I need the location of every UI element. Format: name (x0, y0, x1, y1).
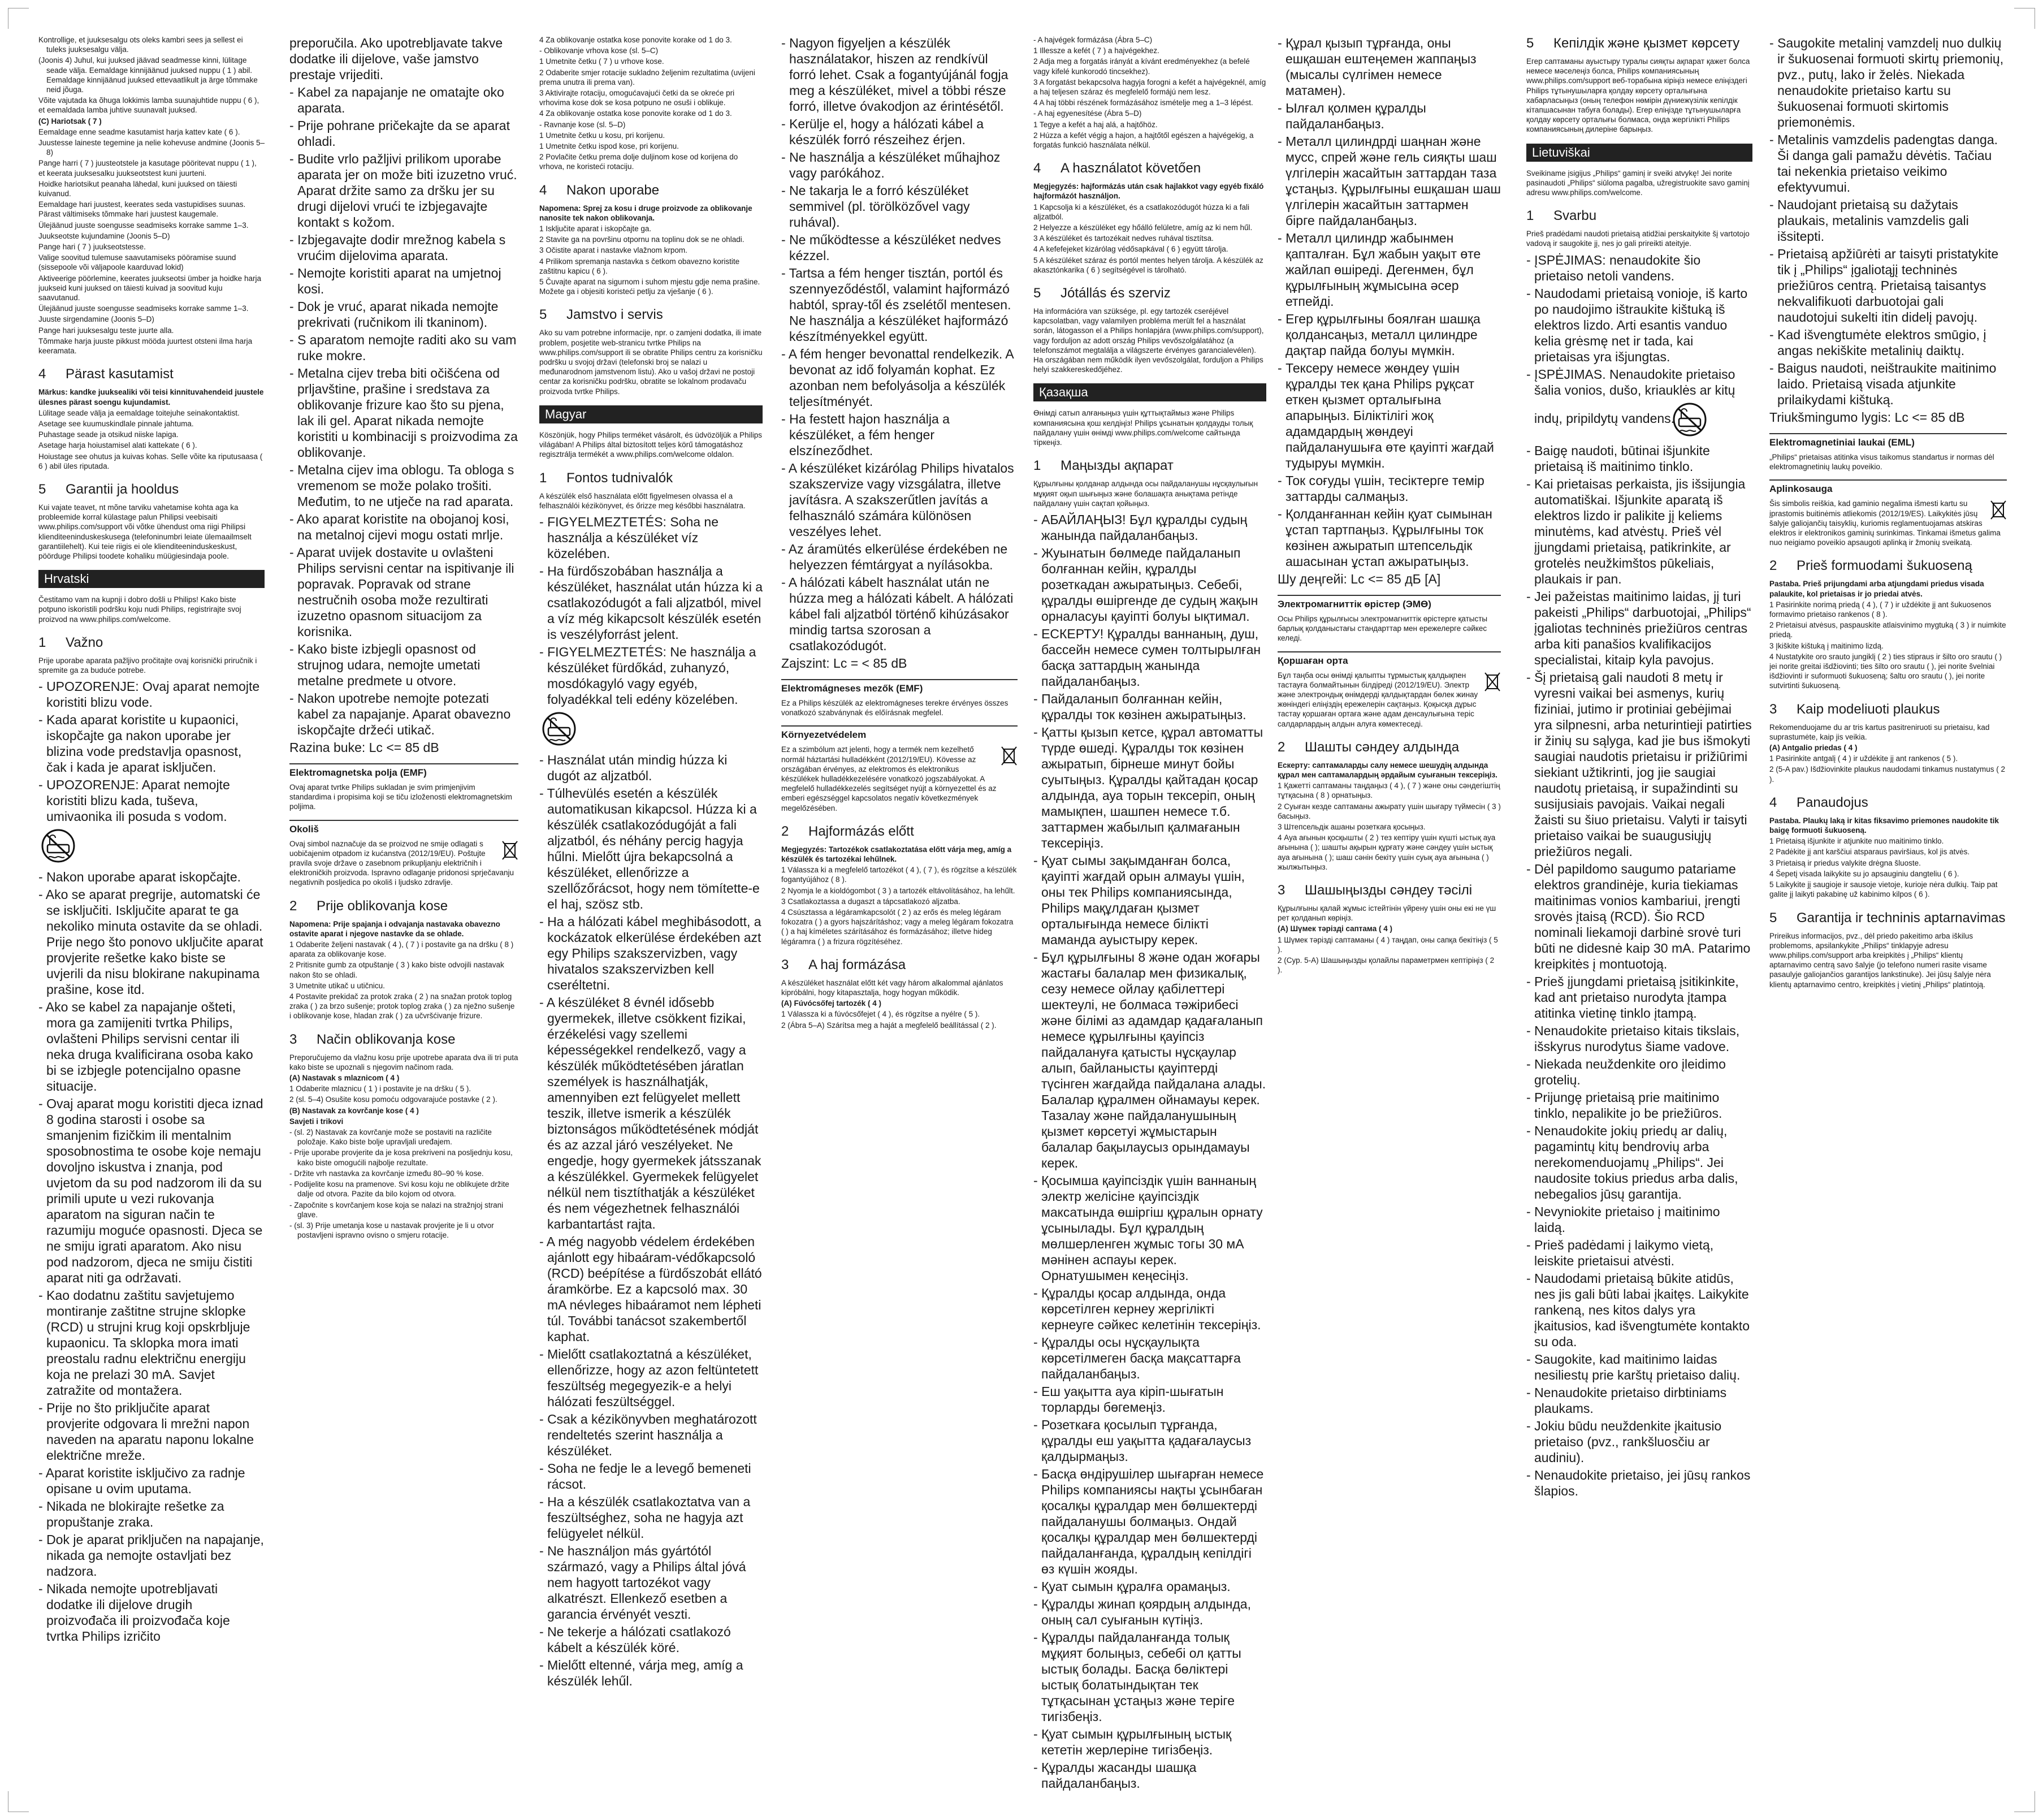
list-item: 4 Nustatykite oro srauto jungiklį ( 2 ) ties stipraus ir šilto oro srautu ( ) jei norite greitai išdžiovinti; ties šilto oro srautu ( ), jei norite švelniai išdžiovinti ir suformuoti šukuoseną; šaltu oro srautu ( ), jei norite sutvirtinti šukuoseną. (1769, 652, 2002, 690)
list-item: 2 (Сур. 5-А) Шашыңызды қолайлы параметрмен кептіріңіз ( 2 ). (1278, 956, 1495, 975)
paragraph: Prieš pradėdami naudoti prietaisą atidžiai perskaitykite šį vartotojo vadovą ir saugokite jį, nes jo gali prireikti ateityje. (1526, 230, 1750, 248)
list-item: 1 Válassza ki a megfelelő tartozékot ( 4 ), ( 7 ), és rögzítse a készülék fogantyújához ( 8 ). (781, 866, 1017, 884)
column-4 (781, 35, 1018, 1799)
list-item: 4 Csúsztassa a légáramkapcsolót ( 2 ) az erős és meleg légáram fokozatra ( ) a gyors hajszárításhoz; vagy a meleg légáram fokozatra ( ) a haj kíméletes szárításához és formázásához; illetve hideg légáramra ( ) a frizura rögzítéséhez. (781, 908, 1014, 946)
list-item: 1 Prietaisą išjunkite ir atjunkite nuo maitinimo tinklo. (1769, 837, 1944, 846)
list-item: Hoidke hariotsikut peanaha lähedal, kuni juuksed on täiesti kuivanud. (38, 179, 237, 198)
section-heading: 1 Fontos tudnivalók (539, 470, 673, 486)
list-item: - Baigus naudoti, neištraukite maitinimo laido. Prietaisą visada atjunkite prilaikydami kištuką. (1769, 361, 1997, 407)
list-item: - Құралды жасанды шашқа пайдаланбаңыз. (1033, 1760, 1197, 1791)
list-item: 3 A készüléket és tartozékait nedves ruhával tisztítsa. (1033, 234, 1214, 243)
list-item: 2 Helyezze a készüléket egy hőálló felületre, amíg az ki nem hűl. (1033, 223, 1253, 232)
list-item: - Nikada ne blokirajte rešetke za propuštanje zraka. (38, 1499, 224, 1530)
list-item: preporučila. Ako upotrebljavate takve dodatke ili dijelove, vaše jamstvo prestaje vrijediti. (289, 36, 503, 82)
list-item: Juuste sirgendamine (Joonis 5–D) (38, 315, 154, 324)
list-item: Kontrollige, et juuksesalgu ots oleks kambri sees ja sellest ei tuleks juuksesalgu välja. (38, 36, 243, 54)
list-item: - АБАЙЛАҢЫЗ! Бұл құралды судың жанында пайдаланбаңыз. (1033, 512, 1248, 543)
list-item: 4 Šepetį visada laikykite su jo apsauginiu dangteliu ( 6 ). (1769, 869, 1959, 878)
list-item: - A hajvégek formázása (Ábra 5–C) (1033, 36, 1153, 44)
list-item: 1 Isključite aparat i iskopčajte ga. (539, 224, 652, 234)
paragraph: Kui vajate teavet, nt mõne tarviku vahetamise kohta aga ka probleemide korral külastage palun Philipsi veebisaiti www.philips.com/support või võtke ühendust oma riigi Philipsi klienditeeninduskeskusega (telefoninumbri leiate ülemaailmselt garantiilehelt). Kui teie riigis ei ole klienditeeninduskeskust, pöörduge Philipsi toodete kohaliku müügiesindaja poole. (38, 503, 252, 560)
paragraph: A készüléket használat előtt két vagy három alkalommal ajánlatos kipróbálni, hogy kitapasztalja, hogy hogyan működik. (781, 978, 1003, 997)
list-item: 5 A készüléket száraz és portól mentes helyen tárolja. A készülék az akasztónkarika ( 6 ) segítségével is tárolható. (1033, 256, 1263, 274)
list-item: Puhastage seade ja otsikud niiske lapiga. (38, 430, 179, 439)
list-item: - Қуат сымын құрылғының ыстық кететін жерлеріне тигізбеңіз. (1033, 1726, 1232, 1757)
list-item: 2 Povlačite četku prema dolje duljinom kose od korijena do vrhova, ne koristeći rotaciju. (539, 153, 738, 171)
list-item: - Metalna cijev ima oblogu. Ta obloga s vremenom se može polako trošiti. Međutim, to ne utječe na rad aparata. (289, 462, 514, 509)
column-7 (1526, 35, 1752, 1799)
safety-list (289, 35, 518, 755)
paragraph: A készülék első használata előtt figyelmesen olvassa el a felhasználói kézikönyvet, és őrizze meg későbbi használatra. (539, 491, 746, 510)
subsection-title: Savjeti i trikovi (289, 1117, 344, 1126)
list-item: - Jei pažeistas maitinimo laidas, jį turi pakeisti „Philips“ darbuotojai, „Philips“ įgaliotas techninės priežiūros centras arba kiti panašios kvalifikacijos specialistai, kitaip kyla pavojus. (1526, 589, 1751, 667)
list-item: - A készüléket kizárólag Philips hivatalos szakszervize vagy vizsgálatra, illetve javításra. A szakszerűtlen javítás a felhasználó számára különösen veszélyes lehet. (781, 461, 1014, 539)
list-item: - Nenaudokite prietaiso kitais tikslais, išskyrus nurodytus šiame vadove. (1526, 1023, 1740, 1054)
list-item: - Ako se aparat pregrije, automatski će se isključiti. Isključite aparat te ga nekoliko minuta ostavite da se ohladi. Prije nego što ponovo uključite aparat provjerite rešetke kako biste se uvjerili da nisu blokirane nakupinama prašine, kose itd. (38, 887, 263, 997)
column-8 (1769, 35, 2007, 1799)
paragraph: Šis simbolis reiškia, kad gaminio negalima išmesti kartu su įprastomis buitinėmis atliekomis (2012/19/ES). Laikykitės jūsų šalyje galiojančių taisyklių, kuriomis reglamentuojamas atskiras elektros ir elektronikos gaminių surinkimas. Tinkamai išmetus galima nuo neigiamo poveikio apsaugoti aplinką ir žmonių sveikatą. (1769, 499, 2007, 547)
list-item: - Басқа өндірушілер шығарған немесе Philips компаниясы нақты ұсынбаған қосалқы құралдар мен бөлшектерді пайдаланушы болмаңыз. Ондай қосалқы құралдар мен бөлшектерді пайдаланғанда, құралдың кепілдігі өз күшін жояды. (1033, 1466, 1264, 1576)
list-item: 3 Prietaisą ir priedus valykite drėgna šluoste. (1769, 858, 1921, 867)
list-item: - Nevyniokite prietaiso į maitinimo laidą. (1526, 1204, 1720, 1235)
list-item: - Жуынатын бөлмеде пайдаланып болғаннан кейін, құралды розеткадан ажыратыңыз. Себебі, құралды өшіргенде де судың жақын орналасуы қауіпті болуы ықтимал. (1033, 545, 1258, 624)
list-item: 4 A kefefejeket kizárólag védősapkával ( 6 ) együtt tárolja. (1033, 245, 1228, 254)
list-item: 4 Postavite prekidač za protok zraka ( 2 ) na snažan protok toplog zraka ( ) za brzo sušenje; protok toplog zraka ( ) za nježno sušenje i oblikovanje kose, hladan zrak ( ) za učvršćivanje frizure. (289, 992, 515, 1021)
section-heading: 5 Garantii ja hooldus (38, 481, 179, 497)
section-heading: 1 Važno (38, 634, 103, 650)
subsection-title: (B) Nastavak za kovrčanje kose ( 4 ) (289, 1106, 419, 1115)
section-heading: 3 A haj formázása (781, 957, 906, 972)
list-item: - Podijelite kosu na pramenove. Svi kosu koju ne oblikujete držite dalje od otvora. Pazite da bilo kojom od otvora. (289, 1180, 509, 1199)
list-item: Võite vajutada ka õhuga lokkimis lamba suunajuhtide nuppu ( 6 ), et eemaldada lamba juhtive suunavalt juuksed. (38, 96, 259, 115)
list-item: 3 Csatlakoztassa a dugaszt a tápcsatlakozó aljzatba. (781, 897, 960, 906)
list-item: - Құрал қызып тұрғанда, оны ешқашан ештеңемен жаппаңыз (мысалы сүлгімен немесе матамен). (1278, 36, 1477, 98)
list-item: - Csak a kézikönyvben meghatározott rendeltetés szerint használja a készüléket. (539, 1411, 757, 1458)
list-item: - Šį prietaisą gali naudoti 8 metų ir vyresni vaikai bei asmenys, kurių fiziniai, jutimo ir protiniai gebėjimai yra silpnesni, arba neturintieji patirties ir žinių su sąlyga, kad jie bus išmokyti saugiai naudotis prietaisu ir prižiūrimi siekiant užtikrinti, jog jie saugiai naudotų prietaisą, ir supažindinti su susijusiais pavojais. Vaikai negali žaisti su šiuo prietaisu. Valyti ir taisyti prietaiso vaikai be suaugusiųjų priežiūros negali. (1526, 669, 1752, 859)
subsection-title: Elektromágneses mezők (EMF) (781, 679, 1018, 695)
list-item: - Қатты қызып кетсе, құрал автоматты түрде өшеді. Құралды ток көзінен ажыратып, бірнеше минут бойы суытыңыз. Құралды қайтадан қосар алдында, ауа торын тексеріп, оның мамықпен, шашпен немесе т.б. заттармен жабылып қалмағанын тексеріңіз. (1033, 724, 1263, 850)
paragraph: Rekomenduojame du ar tris kartus pasitreniruoti su prietaisu, kad suprastumėte, kaip jis veikia. (1769, 723, 1990, 741)
list-item: 2 (5-A pav.) Išdžiovinkite plaukus naudodami tinkamus nustatymus ( 2 ). (1769, 765, 2005, 784)
list-item: 2 Adja meg a forgatás irányát a kívánt eredményekhez (a befelé vagy kifelé kunkorodó tincsekhez). (1033, 57, 1250, 76)
paragraph: Preporučujemo da vlažnu kosu prije upotrebe aparata dva ili tri puta kako biste se upoznali s njegovim načinom rada. (289, 1053, 518, 1071)
paragraph: Құрылғыны қалай жұмыс істейтінін үйрену үшін оны екі не үш рет қолданып көріңіз. (1278, 904, 1496, 923)
column-2 (289, 35, 518, 1799)
list-item: - Aparat uvijek dostavite u ovlašteni Philips servisni centar na ispitivanje ili popravak. Popravak od strane nestručnih osoba može rezultirati izuzetno opasnom situacijom za korisnika. (289, 545, 514, 639)
list-item: 2 Stavite ga na površinu otpornu na toplinu dok se ne ohladi. (539, 235, 745, 244)
crop-mark-top-right (2014, 8, 2035, 29)
list-item: - Ne takarja le a forró készüléket semmivel (pl. törölközővel vagy ruhával). (781, 183, 970, 230)
list-item: 4 Ауа ағынын қосқышты ( 2 ) тез кептіру үшін күшті ыстық ауа ағынына ( ); шашты ақырын құрғату және сәндеу үшін ыстық ауа ағынына ( ); шаш сәнін бекіту үшін суық ауа ағынына ( ) жылжытыңыз. (1278, 833, 1496, 871)
intro-paragraph: Sveikiname įsigijus „Philips“ gaminį ir sveiki atvykę! Jei norite pasinaudoti „Philips“ siūloma pagalba, užregistruokite savo gaminį adresu www.philips.com/welcome. (1526, 168, 1750, 197)
safety-list (1769, 35, 2007, 425)
list-item: 4 Za oblikovanje ostatka kose ponovite korake od 1 do 3. (539, 36, 732, 44)
list-item: - Металл цилиндрді шаңнан және мусс, спрей және гель сияқты шаш үлгілерін жасайтын заттардан таза ұстаңыз. Құрылғыны ешқашан шаш үлгілерін жасайтын заттармен бірге пайдаланбаңыз. (1278, 134, 1501, 228)
language-bar: Magyar (539, 405, 763, 423)
list-item: 2 Суыған кезде саптаманы ажырату үшін шығару түймесін ( 3 ) басыңыз. (1278, 802, 1501, 820)
paragraph: Ha információra van szüksége, pl. egy tartozék cseréjével kapcsolatban, vagy valamilyen probléma merült fel a használat során, látogasson el a Philips honlapjára (www.philips.com/support), vagy forduljon az adott ország Philips vevőszolgálatához (a telefonszámot megtalálja a világszerte érvényes garancialevélen). Ha országában nem működik ilyen vevőszolgálat, forduljon a Philips helyi szakkereskedőjéhez. (1033, 307, 1264, 374)
list-item: 1 Illessze a kefét ( 7 ) a hajvégekhez. (1033, 46, 1159, 55)
list-item: - Kabel za napajanje ne omatajte oko aparata. (289, 85, 504, 115)
subsection-title: Қоршаған орта (1278, 651, 1501, 667)
list-item: - Držite vrh nastavka za kovrčanje između 80–90 % kose. (289, 1169, 484, 1178)
list-item: - Ne használjon más gyártótól származó, vagy a Philips által jóvá nem hagyott tartozékot vagy alkatrészt. Ellenkező esetben a garancia érvényét veszti. (539, 1543, 746, 1622)
section-heading: 1 Маңызды ақпарат (1033, 458, 1174, 474)
list-item: - UPOZORENJE: Aparat nemojte koristiti blizu kada, tuševa, umivaonika ili posuda s vodom. (38, 777, 265, 867)
list-item: - Ha festett hajon használja a készüléket, a fém henger elszíneződhet. (781, 412, 950, 458)
list-item: - Ha fürdőszobában használja a készüléket, használat után húzza ki a csatlakozódugót a fali aljzatból, mivel a víz még kikapcsolt készülék esetén is veszélyforrást jelent. (539, 563, 763, 642)
list-item: 3 Aktivirajte rotaciju, omogućavajući četki da se okreće pri vrhovima kose dok se kosa potpuno ne osuši i oblikuje. (539, 89, 735, 107)
list-item: - Kada aparat koristite u kupaonici, iskopčajte ga nakon uporabe jer blizina vode predstavlja opasnost, čak i kada je aparat isključen. (38, 712, 242, 775)
no-bath-icon (46, 828, 86, 864)
list-item: 1 Шүмек тәрізді саптаманы ( 4 ) таңдап, оны сапқа бекітіңіз ( 5 ). (1278, 935, 1498, 954)
list-item: Ülejäänud juuste soengusse seadmiseks korrake samme 1–3. (38, 304, 249, 313)
list-item: - Құралды жинап қоярдың алдында, оның сал суығанын күтіңіз. (1033, 1596, 1251, 1627)
section-heading: 4 Nakon uporabe (539, 182, 660, 198)
list-item: - Baigę naudoti, būtinai išjunkite prietaisą iš maitinimo tinklo. (1526, 443, 1710, 474)
subsection-title: (A) Nastavak s mlaznicom ( 4 ) (289, 1074, 400, 1083)
list-item: Tõmmake harja juuste pikkust mööda juurtest otsteni ilma harja keeramata. (38, 336, 253, 356)
note: Napomena: Prije spajanja i odvajanja nastavaka obavezno ostavite aparat i njegove nastavke da se ohlade. (289, 919, 500, 938)
list-item: - Prije pohrane pričekajte da se aparat ohladi. (289, 118, 510, 149)
paragraph: Осы Philips құрылғысы электромагниттік өрістерге қатысты барлық қолданыстағы стандарттар мен ережелерге сәйкес келеді. (1278, 615, 1488, 643)
list-item: - Nenaudokite jokių priedų ar dalių, pagamintų kitų bendrovių arba nerekomenduojamų „Philips“. Jei naudosite tokius priedus arba dalis, nebegalios jūsų garantija. (1526, 1123, 1738, 1201)
list-item: - Metalinis vamzdelis padengtas danga. Ši danga gali pamažu dėvėtis. Tačiau tai nekenkia prietaiso veikimo efektyvumui. (1769, 132, 1998, 194)
list-item: - Prieš padėdami į laikymo vietą, leiskite prietaisui atvėsti. (1526, 1237, 1714, 1268)
list-item: 4 Prilikom spremanja nastavka s četkom obavezno koristite zaštitnu kapicu ( 6 ). (539, 257, 740, 275)
list-item: - Ravnanje kose (sl. 5–D) (539, 120, 626, 129)
list-item: - A fém henger bevonattal rendelkezik. A bevonat az idő folyamán kophat. Ez azonban nem befolyásolja a készülék teljesítményét. (781, 347, 1014, 409)
noise-level: Triukšmingumo lygis: Lc <= 85 dB (1769, 410, 1965, 425)
list-item: 3 Įkiškite kištuką į maitinimo lizdą. (1769, 641, 1884, 650)
list-item: - Nikada nemojte upotrebljavati dodatke ili dijelove drugih proizvođača ili proizvođača koje tvrtka Philips izričito (38, 1581, 230, 1644)
language-bar: Қазақша (1033, 383, 1266, 401)
section-heading: 2 Шашты сәндеу алдында (1278, 739, 1460, 755)
list-item: - Dėl papildomo saugumo patariame elektros grandinėje, kuria tiekiamas maitinimas vonios kambariui, įrengti srovės įtaisą (RCD). Šio RCD nominali liekamoji darbinė srovė turi būti ne didesnė kaip 30 mA. Patarimo kreipkitės į montuotoją. (1526, 861, 1751, 971)
list-item: - Қолданғаннан кейін қуат сымынан ұстап тартпаңыз. Құрылғыны ток көзінен ажыратып штепсельдік ашасынан ұстап ажыратыңыз. (1278, 507, 1492, 569)
subsection-title: (C) Hariotsak ( 7 ) (38, 116, 102, 126)
list-item: Valige soovitud tulemuse saavutamiseks pööramise suund (sissepoole või väljapoole kaarduvad lokid) (38, 253, 236, 272)
list-item: - ЕСКЕРТУ! Құралды ваннаның, душ, бассейн немесе сумен толтырылған басқа заттардың жанында пайдаланбаңыз. (1033, 626, 1261, 689)
list-item: - Prietaisą apžiūrėti ar taisyti pristatykite tik į „Philips“ įgaliotąjį techninės priežiūros centrą. Prietaisą taisantys nekvalifikuoti darbuotojai gali naudotojui sukelti itin didelį pavojų. (1769, 247, 1999, 325)
weee-bin-icon (1484, 671, 1501, 694)
list-item: - Saugokite metalinį vamzdelį nuo dulkių ir šukuosenai formuoti skirtų priemonių, pvz., putų, lako ir želės. Niekada nenaudokite prietaiso kartu su šukuosenai formuoti skirtomis priemonėmis. (1769, 36, 2004, 129)
list-item: - Ток соғуды үшін, тесіктерге темір заттарды салмаңыз. (1278, 473, 1484, 504)
list-item: - A még nagyobb védelem érdekében ajánlott egy hibaáram-védőkapcsoló (RCD) beépítése a fürdőszobát ellátó áramkörbe. Ez a kapcsoló max. 30 mA névleges hibaáramot nem lépheti túl. További tanácsot szakembertől kaphat. (539, 1234, 762, 1344)
section-heading: 4 Panaudojus (1769, 794, 1868, 810)
list-item: - Oblikovanje vrhova kose (sl. 5–C) (539, 46, 659, 55)
list-item: - Mielőtt eltenné, várja meg, amíg a készülék lehűl. (539, 1657, 743, 1688)
list-item: - (sl. 3) Prije umetanja kose u nastavak provjerite je li u otvor postavljeni ispravno ovisno o smjeru rotacije. (289, 1221, 494, 1240)
list-item: - Nemojte koristiti aparat na umjetnoj kosi. (289, 266, 501, 296)
crop-mark-bottom-left (8, 1791, 29, 1812)
section-heading: 3 Шашыңызды сәндеу тәсілі (1278, 883, 1473, 898)
list-item: 1 Kapcsolja ki a készüléket, és a csatlakozódugót húzza ki a fali aljzatból. (1033, 202, 1249, 221)
paragraph: Prireikus informacijos, pvz., dėl priedo pakeitimo arba iškilus problemoms, apsilankykite „Philips“ tinklapyje adresu www.philips.com/support arba kreipkitės į „Philips“ klientų aptarnavimo centrą savo šalyje (jo telefono numeri rasite visame pasaulyje galiojančios garantijos lankstinuke). Jei jūsų šalyje nėra klientų aptarnavimo centro, kreipkitės į vietinį „Philips“ platintoją. (1769, 931, 1991, 989)
list-item: - Kad išvengtumėte elektros smūgio, į angas nekiškite metalinių daiktų. (1769, 327, 1986, 358)
section-heading: 2 Prieš formuodami šukuoseną (1769, 558, 1972, 574)
list-item: 1 Pasirinkite norimą priedą ( 4 ), ( 7 ) ir uždėkite jį ant šukuosenos formavimo prietaiso rankenos ( 8 ). (1769, 600, 1992, 619)
safety-list (539, 514, 763, 1689)
column-6 (1278, 35, 1501, 1799)
language-bar: Lietuviškai (1526, 144, 1752, 162)
noise-level: Razina buke: Lc <= 85 dB (289, 740, 439, 755)
list-item: - Naudojant prietaisą su dažytais plaukais, metalinis vamzdelis gali išsitepti. (1769, 197, 1969, 244)
list-item: Pange hari ( 7 ) juukseotstesse. (38, 243, 146, 252)
list-item: - Nenaudokite prietaiso dirbtiniams plaukams. (1526, 1385, 1727, 1416)
section-heading: 1 Svarbu (1526, 208, 1597, 224)
list-item: 3 A forgatást bekapcsolva hagyja forogni a kefét a hajvégeknél, amíg a haj teljesen száraz és megfelelő formájú nem lesz. (1033, 77, 1266, 97)
section-heading: 5 Jamstvo i servis (539, 307, 663, 323)
list-item: - FIGYELMEZTETÉS: Ne használja a készüléket fürdőkád, zuhanyzó, mosdókagyló vagy egyéb, folyadékkal teli edény közelében. (539, 644, 763, 750)
weee-bin-icon (1990, 499, 2007, 522)
section-heading: 5 Кепілдік және қызмет көрсету (1526, 36, 1740, 51)
crop-mark-bottom-right (2014, 1791, 2035, 1812)
list-item: 2 Padėkite jį ant karščiui atsparaus paviršiaus, kol jis atvės. (1769, 848, 1970, 857)
note: Megjegyzés: Tartozékok csatlakoztatása előtt várja meg, amíg a készülék és tartozékai lehűlnek. (781, 845, 1012, 864)
list-item: - ĮSPĖJIMAS. Nenaudokite prietaiso šalia vonios, dušo, kriauklės ar kitų indų, pripildytų vandens. (1526, 366, 1752, 441)
language-bar: Hrvatski (38, 570, 265, 588)
list-item: - Ne működtesse a készüléket nedves kézzel. (781, 232, 1001, 263)
list-item: - Prieš įjungdami prietaisą įsitikinkite, kad ant prietaiso nurodyta įtampa atitinka vietinę tinklo įtampą. (1526, 974, 1739, 1021)
list-item: - Металл цилиндр жабынмен қапталған. Бұл жабын уақыт өте жайлап өшіреді. Дегенмен, бұл құрылғының жұмысына әсер етпейді. (1278, 231, 1481, 309)
list-item: - Ako aparat koristite na obojanoj kosi, na metalnoj cijevi mogu ostati mrlje. (289, 512, 509, 542)
subsection-title: (A) Шүмек тәрізді саптама ( 4 ) (1278, 924, 1392, 933)
list-item: Aktiveerige pöörlemine, keerates juukseotsi ümber ja hoidke harja juukseid kuni juuksed on täiesti kuivad ja soovitud kuju saavutanud. (38, 274, 261, 302)
list-item: - Započnite s kovrčanjem kose koja se nalazi na stražnjoj strani glave. (289, 1200, 504, 1219)
list-item: - Бұл құрылғыны 8 және одан жоғары жастағы балалар мен физикалық, сезу немесе ойлау қабілеттері шектеулі, не болмаса тәжірибесі және білімі аз адамдар қадағаланып немесе құрылғыны қауіпсіз пайдалануға қатысты нұсқаулар алып, байланысты қауіптерді түсінген жағдайда пайдалана алады. Балалар құралмен ойнамауы керек. Тазалау және пайдаланушының қызмет көрсетуі жұмыстарын балалар бақылаусыз орындамауы керек. (1033, 949, 1266, 1170)
note: Märkus: kandke juuksealiki või teisi kinnituvahendeid juustele ülesnes pärast soengu kujundamist. (38, 388, 264, 407)
list-item: - ĮSPĖJIMAS: nenaudokite šio prietaiso netoli vandens. (1526, 252, 1701, 283)
column-1 (38, 35, 265, 1799)
noise-level: Zajszint: Lc = < 85 dB (781, 656, 907, 671)
list-item: - (sl. 2) Nastavak za kovrčanje može se postaviti na različite položaje. Kako biste bolje upravljali uređajem. (289, 1128, 492, 1147)
list-item: 1 Umetnite četku ispod kose, pri korijenu. (539, 142, 679, 151)
note: Ескерту: саптамаларды салу немесе шешудің алдында құрал мен саптамалардың әрдайым суығанын тексеріңіз. (1278, 760, 1497, 780)
section-heading: 5 Garantija ir techninis aptarnavimas (1769, 910, 2006, 926)
list-item: - Naudodami prietaisą vonioje, iš karto po naudojimo ištraukite kištuką iš elektros lizdo. Arti esantis vanduo kelia grėsmę net ir tada, kai prietaisas yra išjungtas. (1526, 286, 1748, 364)
list-item: Pange hari juuksesalgu teste juurte alla. (38, 326, 174, 335)
list-item: - Prije no što priključite aparat provjerite odgovara li mrežni napon naveden na aparatu naponu lokalne električne mreže. (38, 1400, 254, 1463)
list-item: - Nakon uporabe aparat iskopčajte. (38, 870, 241, 885)
list-item: - Nagyon figyeljen a készülék használatakor, hiszen az rendkívül forró lehet. Csak a fogantyújánál fogja meg a készüléket, mivel a többi része forró, illetve óvakodjon az érintésétől. (781, 36, 1008, 114)
list-item: - Nenaudokite prietaiso, jei jūsų rankos šlapios. (1526, 1467, 1751, 1498)
safety-list (38, 678, 265, 1644)
list-item: 2 Odaberite smjer rotacije sukladno željenim rezultatima (uvijeni prema unutra ili prema van). (539, 68, 755, 87)
intro-paragraph: Өнімді сатып алғаныңыз үшін құттықтаймыз және Philips компаниясына қош келдіңіз! Philips ұсынатын қолдауды толық пайдалану үшін өнімді www.philips.com/welcome сайтында тіркеңіз. (1033, 409, 1253, 447)
paragraph: Eemaldage enne seadme kasutamist harja kattev kate ( 6 ). (38, 127, 240, 136)
list-item: - Prije uporabe provjerite da je kosa prekriveni na posljednju kosu, kako biste omogućili najbolje rezultate. (289, 1148, 513, 1167)
list-item: - Jokiu būdu neuždenkite įkaitusio prietaiso (pvz., rankšluosčiu ar audiniu). (1526, 1418, 1722, 1465)
subsection-title: Aplinkosauga (1769, 479, 2007, 495)
list-item: 1 Қажетті саптаманы таңдаңыз ( 4 ), ( 7 ) және оны сәндегіштің тұтқасына ( 8 ) орнатыңыз. (1278, 781, 1500, 800)
list-item: 1 Umetnite četku u kosu, pri korijenu. (539, 131, 665, 140)
list-item: - Қуат сымы зақымданған болса, қауіпті жағдай орын алмауы үшін, оны тек Philips компаниясында, Philips мақұлдаған қызмет орталығында немесе білікті маманда ауыстыру керек. (1033, 853, 1245, 947)
list-item: 2 Húzza a kefét végig a hajon, a hajtőtől egészen a hajvégekig, a forgatás funkció használata nélkül. (1033, 131, 1254, 150)
list-item: - UPOZORENJE: Ovaj aparat nemojte koristiti blizu vode. (38, 679, 260, 710)
list-item: 3 Očistite aparat i nastavke vlažnom krpom. (539, 246, 687, 255)
list-item: - Құралды пайдаланғанда толық мұқият болыңыз, себебі ол қатты ыстық болады. Басқа бөліктері ыстық болатындықтан тек тұтқасынан ұстаңыз және теріге тигізбеңіз. (1033, 1629, 1241, 1724)
list-item: - Ne tekerje a hálózati csatlakozó kábelt a készülék köré. (539, 1624, 731, 1655)
list-item: - Қуат сымын құралға орамаңыз. (1033, 1579, 1231, 1594)
list-item: Eemaldage hari juustest, keerates seda vastupidises suunas. Pärast vältimiseks tõmmake hari juustest kaugemale. (38, 200, 246, 219)
list-item: - Қосымша қауіпсіздік үшін ваннаның электр желісіне қауіпсіздік максатында өшіргіш құралын орнату ұсынылады. Бұл құралдың мөлшерленген жұмыс тогы 30 мА мәнінен аспауы керек. Орнатушымен кеңесіңіз. (1033, 1173, 1263, 1283)
subsection-title: Elektromagnetiniai laukai (EML) (1769, 433, 2007, 449)
list-item: - Ылғал қолмен құралды пайдаланбаңыз. (1278, 101, 1426, 131)
list-item: Hoiustage see ohutus ja kuivas kohas. Selle võite ka riputusaasa ( 6 ) abil üles riputada. (38, 452, 263, 470)
list-item: - Dok je vruć, aparat nikada nemojte prekrivati (ručnikom ili tkaninom). (289, 299, 499, 330)
weee-bin-icon (1001, 745, 1018, 768)
list-item: 1 Umetnite četku ( 7 ) u vrhove kose. (539, 57, 664, 66)
list-item: 1 Pasirinkite antgalį ( 4 ) ir uždėkite jį ant rankenos ( 5 ). (1769, 754, 1958, 763)
paragraph: Егер саптаманы ауыстыру туралы сияқты ақпарат қажет болса немесе мәселеңіз болса, Philips компаниясының www.philips.com/support веб-торабына кіріңіз немесе еліңіздегі Philips тұтынушыларға қолдау көрсету орталығына хабарласыңыз (оның телефон нөмірін дүниежүзілік кепілдік кітапшасынан табуға болады). Егер еліңізде тұтынушыларға қолдау көрсету орталығы болмаса, онда жергілікті Philips компаниясының дилеріне барыңыз. (1526, 57, 1750, 134)
list-item: - Használat után mindig húzza ki dugót az aljzatból. (539, 752, 728, 783)
subsection-title: (A) Fúvócsőfej tartozék ( 4 ) (781, 999, 882, 1008)
list-item: - Metalna cijev treba biti očišćena od prljavštine, prašine i sredstava za oblikovanje frizure kao što su pjena, lak ili gel. Aparat nikada nemojte koristiti u kombinaciji s proizvodima za oblikovanje. (289, 366, 518, 460)
list-item: 5 Laikykite jį saugioje ir sausoje vietoje, kurioje nėra dulkių. Taip pat galite jį laikyti pakabinę už kabinimo kilpos ( 6 ). (1769, 880, 1998, 899)
list-item: - S aparatom nemojte raditi ako su vam ruke mokre. (289, 332, 517, 363)
list-item: - Розеткаға қосылып тұрғанда, құралды еш уақытта қадағалаусыз қалдырмаңыз. (1033, 1417, 1252, 1464)
list-item: - Ha a készülék csatlakoztatva van a feszültséghez, soha ne hagyja azt felügyelet nélkül. (539, 1494, 751, 1541)
subsection-title: Okoliš (289, 820, 518, 836)
list-item: - Aparat koristite isključivo za radnje opisane u ovim uputama. (38, 1465, 245, 1497)
paragraph: Бұл таңба осы өнімді қалыпты тұрмыстық қалдықпен тастауға болмайтынын білдіреді (2012/19/EU). Электр және электрондық өнімдерді қалдықтардан бөлек жинау жөніндегі еліңіздің ережелерін сақтаңыз. Қоқысқа дұрыс тастау қоршаған ортаға және адам денсаулығына теріс салдарлардың алдын алуға көмектеседі. (1278, 671, 1501, 729)
list-item: - Еш уақытта ауа кіріп-шығатын торларды бөгемеңіз. (1033, 1384, 1224, 1415)
paragraph: Ez a Philips készülék az elektromágneses terekre érvényes összes vonatkozó szabványnak és előírásnak megfelel. (781, 699, 1008, 717)
section-heading: 3 Kaip modeliuoti plaukus (1769, 701, 1940, 717)
subsection-title: Электромагниттік өрістер (ЭМӨ) (1278, 595, 1501, 611)
list-item: 2 Pritisnite gumb za otpuštanje ( 3 ) kako biste odvojili nastavak nakon što se ohladi. (289, 961, 504, 979)
list-item: - Az áramütés elkerülése érdekében ne helyezzen fémtárgyat a nyílásokba. (781, 542, 1008, 572)
paragraph: Prije uporabe aparata pažljivo pročitajte ovaj korisnički priručnik i spremite ga za buduće potrebe. (38, 656, 257, 675)
list-item: 2 (Ábra 5–A) Szárítsa meg a haját a megfelelő beállítással ( 2 ). (781, 1021, 997, 1030)
intro-paragraph: Köszönjük, hogy Philips terméket vásárolt, és üdvözöljük a Philips világában! A Philips által biztosított teljes körű támogatáshoz regisztrálja termékét a www.philips.com/welcome oldalon. (539, 430, 762, 459)
list-item: - A hálózati kábelt használat után ne húzza meg a hálózati kábelt. A hálózati kábel fali aljzatból történő kihúzásakor mindig tartsa szorosan a csatlakozódugót. (781, 575, 1014, 653)
subsection-title: Környezetvédelem (781, 725, 1018, 741)
list-item: - Құралды қосар алдында, онда көрсетілген кернеу жергілікті кернеуге сәйкес келетінін тексеріңіз. (1033, 1285, 1261, 1332)
list-item: - Пайдаланып болғаннан кейін, құралды ток көзінен ажыратыңыз. (1033, 691, 1246, 722)
paragraph: Ovaj simbol naznačuje da se proizvod ne smije odlagati s uobičajenim otpadom iz kućanstva (2012/19/EU). Poštujte pravila svoje države o zasebnom prikupljanju električnih i elektroničkih proizvoda. Ispravno odlaganje pridonosi sprječavanju negativnih posljedica po okoliš i ljudsko zdravlje. (289, 839, 518, 888)
safety-list (781, 35, 1018, 671)
list-item: 3 Штепсельдік ашаны розеткаға қосыңыз. (1278, 823, 1426, 832)
list-item: Asetage see kuumuskindlale pinnale jahtuma. (38, 419, 194, 428)
list-item: - Niekada neuždenkite oro įleidimo grotelių. (1526, 1056, 1726, 1087)
paragraph: Ez a szimbólum azt jelenti, hogy a termék nem kezelhető normál háztartási hulladékként (2012/19/EU). Kövesse az országában érvényes, az elektromos és elektronikus készülékek hulladékkezelésére vonatkozó jogszabályokat. A megfelelő hulladékkezelés segítséget nyújt a környezettel és az emberi egészséggel kapcsolatos negatív következmények megelőzésében. (781, 745, 1018, 812)
safety-list (1033, 512, 1266, 1791)
list-item: - Ovaj aparat mogu koristiti djeca iznad 8 godina starosti i osobe sa smanjenim fizičkim ili mentalnim sposobnostima te osobe koje nemaju dovoljno iskustva i znanja, pod uvjetom da su pod nadzorom ili da su primili upute u vezi rukovanja aparatom na siguran način te razumiju moguće opasnosti. Djeca se ne smiju igrati aparatom. Ako nisu pod nadzorom, djeca ne smiju čistiti aparat niti ga održavati. (38, 1096, 263, 1286)
list-item: 4 A haj többi részének formázásához ismételje meg a 1–3 lépést. (1033, 98, 1253, 107)
list-item: - Naudodami prietaisą būkite atidūs, nes jis gali būti labai įkaitęs. Laikykite rankeną, nes kitos dalys yra įkaitusios, kad išvengtumėte kontakto su oda. (1526, 1270, 1750, 1349)
list-item: - Kerülje el, hogy a hálózati kábel a készülék forró részeihez érjen. (781, 116, 984, 147)
crop-mark-top-left (8, 8, 29, 29)
list-item: Juustesse laineste tegemine ja nelie kohevuse andmine (Joonis 5–8) (38, 139, 265, 157)
list-item: - Saugokite, kad maitinimo laidas nesiliestų prie karštų prietaiso dalių. (1526, 1351, 1741, 1382)
list-item: - A készüléket 8 évnél idősebb gyermekek, illetve csökkent fizikai, érzékelési vagy szellemi képességekkel rendelkező, vagy a készülék működtetésében járatlan személyek is használhatják, amennyiben ezt felügyelet mellett teszik, illetve ismerik a készülék biztonságos működtetésének módját és az azzal járó veszélyeket. Ne engedje, hogy gyermekek játsszanak a készülékkel. Gyermekek felügyelet nélkül nem tisztíthatják a készüléket és nem végezhetnek felhasználói karbantartást rajta. (539, 995, 761, 1231)
paragraph: Құрылғыны қолданар алдында осы пайдаланушы нұсқаулығын мұқият оқып шығыңыз және болашақта анықтама ретінде пайдалану үшін сақтап қойыңыз. (1033, 479, 1258, 508)
list-item: - Kai prietaisas perkaista, jis išsijungia automatiškai. Išjunkite aparatą iš elektros lizdo ir palikite jį keliems minutėms, kad atvėstų. Prieš vėl įjungdami prietaisą, patikrinkite, ar grotelės neužkimštos pūkeliais, plaukais ir pan. (1526, 476, 1746, 586)
list-item: - Ha a hálózati kábel meghibásodott, a kockázatok elkerülése érdekében azt egy Philips szakszervizben, vagy hivatalos szakszervizben kell cseréltetni. (539, 914, 761, 992)
list-item: - Budite vrlo pažljivi prilikom uporabe aparata jer on može biti izuzetno vruć. Aparat držite samo za dršku jer su drugi dijelovi vrući te izbjegavajte kontakt s kožom. (289, 152, 517, 230)
no-bath-icon (1678, 401, 1717, 438)
section-heading: 4 A használatot követően (1033, 161, 1201, 176)
list-item: Ülejäänud juuste soengusse seadmiseks korrake samme 1–3. (38, 221, 249, 230)
section-heading: 5 Jótállás és szerviz (1033, 286, 1171, 301)
intro-paragraph: Čestitamo vam na kupnji i dobro došli u Philips! Kako biste potpuno iskoristili podršku koju nudi Philips, registrirajte svoj proizvod na www.philips.com/welcome. (38, 595, 241, 624)
list-item: 1 Odaberite željeni nastavak ( 4 ), ( 7 ) i postavite ga na dršku ( 8 ) aparata za oblikovanje kose. (289, 940, 514, 959)
list-item: - A haj egyenesítése (Ábra 5–D) (1033, 109, 1142, 118)
list-item: Lülitage seade välja ja eemaldage toitejuhe seinakontaktist. (38, 408, 240, 417)
list-item: 5 Čuvajte aparat na sigurnom i suhom mjestu gdje nema prašine. Možete ga i objesiti koristeći petlju za vješanje ( 6 ). (539, 278, 760, 296)
list-item: - Soha ne fedje le a levegő bemeneti rácsot. (539, 1460, 751, 1492)
list-item: 4 Za oblikovanje ostatka kose ponovite korake od 1 do 3. (539, 109, 732, 118)
list-item: - Ako se kabel za napajanje ošteti, mora ga zamijeniti tvrtka Philips, ovlašteni Philips servisni centar ili neka druga kvalificirana osoba kako bi se izbjegle potencijalno opasne situacije. (38, 1000, 253, 1094)
list-item: - Тексеру немесе жөндеу үшін құралды тек қана Philips рұқсат еткен қызмет орталығына апарыңыз. Біліктілігі жоқ адамдардың жөндеуі пайдаланушыға өте қауіпті жағдай тудыруы мүмкін. (1278, 361, 1494, 470)
estonian-tail (38, 35, 265, 356)
list-item: 2 Nyomja le a kioldógombot ( 3 ) a tartozék eltávolításához, ha lehűlt. (781, 886, 1015, 895)
list-item: - Kako biste izbjegli opasnost od strujnog udara, nemojte umetati metalne predmete u otvore. (289, 642, 481, 688)
subsection-title: (A) Antgalio priedas ( 4 ) (1769, 743, 1858, 753)
list-item: - Izbjegavajte dodir mrežnog kabela s vrućim dijelovima aparata. (289, 232, 506, 263)
list-item: - Егер құрылғыны боялған шашқа қолдансаңыз, металл цилиндре дақтар пайда болуы мүмкін. (1278, 312, 1481, 358)
safety-list (1526, 252, 1752, 1499)
list-item: 1 Tegye a kefét a haj alá, a hajtőhöz. (1033, 120, 1158, 129)
note: Pastaba. Prieš prijungdami arba atjungdami priedus visada palaukite, kol prietaisas ir jo priedai atvės. (1769, 580, 1984, 598)
list-item: Asetage harja hoiustamisel alati kattekate ( 6 ). (38, 441, 197, 450)
note: Pastaba. Plaukų laką ir kitas fiksavimo priemones naudokite tik baigę formuoti šukuoseną. (1769, 816, 1999, 835)
list-item: - Túlhevülés esetén a készülék automatikusan kikapcsol. Húzza ki a készülék csatlakozódugóját a fali aljzatból, és néhány percig hagyja hűlni. Mielőtt újra bekapcsolná a készüléket, ellenőrizze a szellőzőrácsot, hogy nem tömítette-e el haj, szösz stb. (539, 785, 760, 911)
noise-level: Шу деңгейі: Lc <= 85 дБ [A] (1278, 572, 1441, 586)
paragraph: „Philips“ prietaisas atitinka visus taikomus standartus ir normas dėl elektromagnetinių laukų poveikio. (1769, 453, 1994, 472)
list-item: 2 Prietaisui atvėsus, paspauskite atlaisvinimo mygtuką ( 3 ) ir nuimkite priedą. (1769, 621, 2006, 639)
paragraph: Ovaj aparat tvrtke Philips sukladan je svim primjenjivim standardima i propisima koji se tiču izloženosti elektromagnetskim poljima. (289, 783, 512, 811)
column-3 (539, 35, 763, 1799)
note: Megjegyzés: hajformázás után csak hajlakkot vagy egyéb fixáló hajformázót használjon. (1033, 182, 1264, 201)
subsection-title: Elektromagnetska polja (EMF) (289, 763, 518, 779)
no-bath-icon (547, 711, 587, 747)
list-item: - Nakon upotrebe nemojte potezati kabel za napajanje. Aparat obavezno iskopčajte držeći utikač. (289, 691, 511, 737)
weee-bin-icon (501, 839, 518, 863)
list-item: 3 Umetnite utikač u utičnicu. (289, 981, 385, 990)
paragraph: Ako su vam potrebne informacije, npr. o zamjeni dodatka, ili imate problem, posjetite web-stranicu tvrtke Philips na www.philips.com/support ili se obratite Philips centru za korisničku podršku u svojoj državi (telefonski broj se nalazi u međunarodnom jamstvenom listu). Ako u vašoj državi ne postoji centar za korisničku podršku, obratite se lokalnom prodavaču proizvoda tvrtke Philips. (539, 328, 763, 396)
list-item: - Prijungę prietaisą prie maitinimo tinklo, nepalikite jo be priežiūros. (1526, 1090, 1722, 1121)
list-item: 1 Odaberite mlaznicu ( 1 ) i postavite je na dršku ( 5 ). (289, 1084, 471, 1093)
list-item: 1 Válassza ki a fúvócsőfejet ( 4 ), és rögzítse a nyélre ( 5 ). (781, 1010, 980, 1019)
note: Napomena: Sprej za kosu i druge proizvode za oblikovanje nanosite tek nakon oblikovanja. (539, 204, 752, 222)
column-5 (1033, 35, 1266, 1799)
list-item: - FIGYELMEZTETÉS: Soha ne használja a készüléket víz közelében. (539, 514, 719, 561)
list-item: Juukseotste kujundamine (Joonis 5–D) (38, 231, 170, 240)
list-item: - Kao dodatnu zaštitu savjetujemo montiranje zaštitne strujne sklopke (RCD) u strujni krug koji opskrbljuje kupaonicu. Ta sklopka mora imati preostalu radnu električnu energiju koja ne prelazi 30 mA. Savjet zatražite od montažera. (38, 1288, 250, 1398)
section-heading: 4 Pärast kasutamist (38, 366, 174, 382)
list-item: (Joonis 4) Juhul, kui juuksed jäävad seadmesse kinni, lülitage seade välja. Eemaldage kinnijäänud juuksed nuppu ( 1 ) abil. Eemaldage kinnijäänud juuksed ettevaatlikult ja ärge tõmmake neid jõuga. (38, 56, 258, 94)
section-heading: 2 Prije oblikovanja kose (289, 898, 448, 914)
list-item: - Ne használja a készüléket műhajhoz vagy parókához. (781, 150, 1001, 180)
list-item: - Құралды осы нұсқаулықта көрсетілмеген басқа мақсаттарға пайдаланбаңыз. (1033, 1334, 1241, 1381)
section-heading: 2 Hajformázás előtt (781, 823, 914, 839)
list-item: - Tartsa a fém henger tisztán, portól és szennyeződéstől, valamint hajformázó habtól, spray-től és zselétől mentesen. Ne használja a készüléket hajformázó készítményekkel együtt. (781, 266, 1011, 344)
section-heading: 3 Način oblikovanja kose (289, 1031, 456, 1047)
list-item: - Mielőtt csatlakoztatná a készüléket, ellenőrizze, hogy az azon feltüntetett feszültség megegyezik-e a helyi hálózati feszültséggel. (539, 1346, 759, 1409)
list-item: 2 (sl. 5–4) Osušite kosu pomoću odgovarajuće postavke ( 2 ). (289, 1095, 497, 1104)
list-item: - Dok je aparat priključen na napajanje, nikada ga nemojte ostavljati bez nadzora. (38, 1532, 264, 1579)
list-item: Pange harri ( 7 ) juusteotstele ja kasutage pööritevat nuppu ( 1 ), et keerata juuksesalku juukseotstest kuni juurteni. (38, 159, 257, 178)
safety-list (1278, 35, 1501, 587)
